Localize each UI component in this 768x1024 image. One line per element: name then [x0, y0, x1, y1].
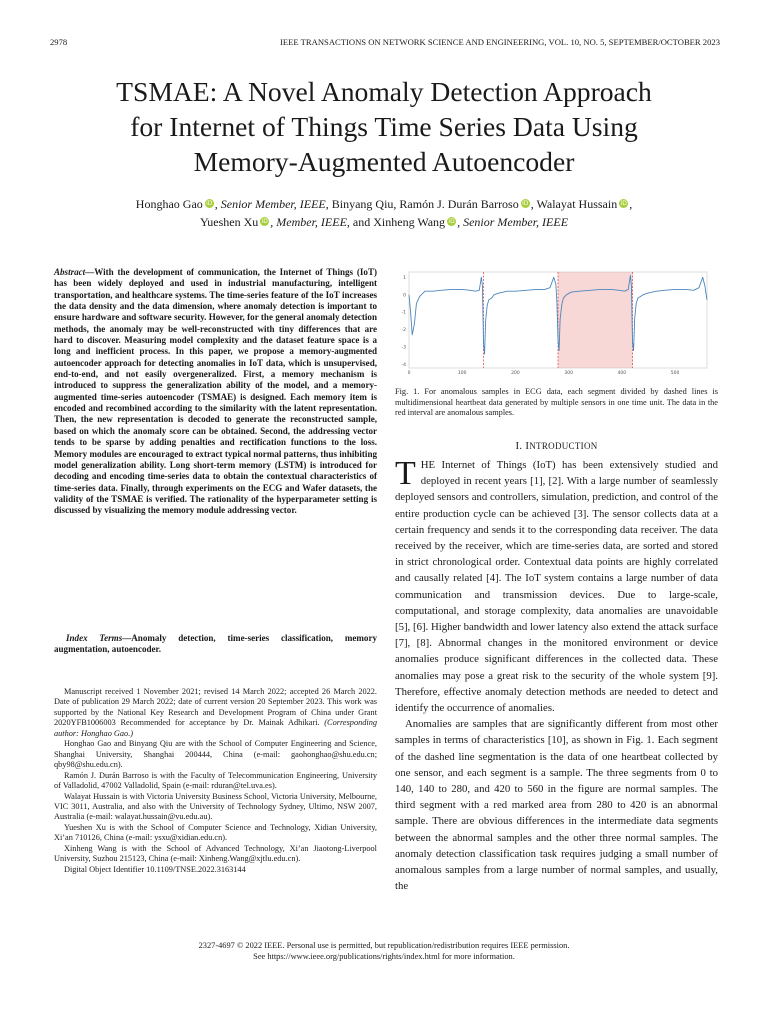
x-tick-label: 200 — [511, 371, 520, 376]
y-tick-label: 1 — [403, 275, 406, 281]
author-name: , and Xinheng Wang — [346, 214, 446, 229]
index-terms — [54, 633, 377, 656]
footnote-affiliation: Yueshen Xu is with the School of Computer Science and Technology, Xidian University, Xi’an 710126, China (e-mail: ysxu@xidian.edu.cn). — [54, 822, 377, 843]
index-terms-text: Anomaly detection, time-series classification, memory augmentation, autoencoder. — [54, 633, 377, 655]
copyright-line-1: 2327-4697 © 2022 IEEE. Personal use is permitted, but republication/redistribution requires IEEE permission. — [198, 941, 570, 950]
section-title-initial: I — [525, 440, 530, 452]
author-name: Yueshen Xu — [199, 214, 259, 229]
x-tick-label: 0 — [407, 371, 411, 376]
y-tick-label: -3 — [401, 345, 406, 351]
paper-title — [50, 74, 718, 179]
footnote-doi: Digital Object Identifier 10.1109/TNSE.2022.3163144 — [64, 864, 246, 874]
section-title-rest: NTRODUCTION — [529, 441, 598, 451]
orcid-icon[interactable]: iD — [448, 217, 455, 225]
y-tick-label: -2 — [401, 328, 406, 334]
index-terms-label: Index Terms — [66, 633, 123, 643]
author-name: , Walayat Hussain — [530, 197, 618, 211]
y-tick-label: -1 — [401, 310, 406, 316]
title-line-1: TSMAE: A Novel Anomaly Detection Approach — [116, 76, 652, 107]
abstract — [54, 267, 377, 517]
author-line-1 — [40, 196, 728, 214]
abstract-label: Abstract — [54, 267, 86, 277]
intro-paragraph-1 — [395, 457, 718, 716]
introduction-body — [395, 457, 718, 894]
copyright-notice — [50, 940, 718, 962]
section-heading — [395, 440, 718, 452]
anomaly-interval — [558, 272, 633, 368]
author-membership: , Senior Member, IEEE — [457, 214, 569, 229]
intro-paragraph-1-text: HE Internet of Things (IoT) has been extensively studied and deployed in recent years [1], [2]. With a large number of seamlessly deployed sensors and controllers, simulation, prediction, and control of the entire production cycle can be achieved [3]. The sensor collects data at a certain frequency and sends it to the corresponding data receiver. The data received by the receiver, which are time-series data, are sorted and stored in strict chronological order. Contextual data points are highly correlated and causally related [4]. The IoT system contains a large number of data communication and transmission devices. Due to large-scale, computational, and storage complexity, data anomalies are unavoidable [5], [6]. Higher bandwidth and lower latency also extend the attack surface [7], [8]. Abnormal changes in the monitored environment or device anomalies produce significant differences in the collected data. These anomalies may pose a great risk to the security of the whole system [9]. Therefore, effective anomaly detection methods are needed to detect and identify the occurrence of anomalies. — [395, 459, 718, 715]
footnote-corresponding: (Corresponding author: Honghao Gao.) — [54, 718, 377, 738]
page-number: 2978 — [50, 37, 68, 47]
orcid-icon[interactable]: iD — [261, 217, 268, 225]
footnote-affiliation: Ramón J. Durán Barroso is with the Faculty of Telecommunication Engineering, University of Valladolid, 47002 Valladolid, Spain (e-mail: rduran@tel.uva.es). — [54, 770, 377, 791]
index-terms-dash: — — [122, 633, 132, 643]
ecg-chart — [395, 268, 713, 378]
title-line-2: for Internet of Things Time Series Data Using — [130, 111, 638, 142]
drop-cap: T — [395, 455, 416, 492]
author-line-2 — [40, 214, 728, 232]
footnote-affiliation: Xinheng Wang is with the School of Advanced Technology, Xi’an Jiaotong-Liverpool University, Suzhou 215123, China (e-mail: Xinheng.Wang@xjtlu.edu.cn). — [54, 843, 377, 864]
footnote-affiliation: Honghao Gao and Binyang Qiu are with the School of Computer Engineering and Science, Shanghai University, Shanghai 200444, China (e-mail: gaohonghao@shu.edu.cn; qby98@shu.edu.cn). — [54, 739, 377, 770]
abstract-dash: — — [85, 267, 95, 277]
author-names: , Binyang Qiu, Ramón J. Durán Barroso — [325, 197, 519, 211]
orcid-icon[interactable]: iD — [206, 200, 213, 207]
orcid-icon[interactable]: iD — [522, 200, 529, 207]
x-tick-label: 400 — [617, 371, 627, 376]
author-name: Honghao Gao — [135, 197, 203, 211]
figure-1 — [395, 268, 713, 378]
intro-paragraph-2: Anomalies are samples that are significantly different from most other samples in terms of characteristics [10], as shown in Fig. 1. Each segment of the dashed line segmentation is the data of one heartbeat collected by one sensor, and each segment is a sample. The three segments from 0 to 140, 140 to 280, and 420 to 560 in the figure are normal samples. The third segment with a red marked area from 280 to 420 is an abnormal sample. There are obvious differences in the intermediate data segments between the abnormal samples and the other three normal samples. The anomaly detection classification task requires judging a small number of anomalous samples from a large number of normal samples, and usually, the — [395, 718, 718, 893]
section-numeral: I. — [515, 440, 526, 452]
author-membership: , Member, IEEE — [270, 214, 347, 229]
x-tick-label: 500 — [670, 371, 680, 376]
journal-name: IEEE TRANSACTIONS ON NETWORK SCIENCE AND ENGINEERING, VOL. 10, NO. 5, SEPTEMBER/OCTOBER 2023 — [280, 37, 720, 47]
orcid-icon[interactable]: iD — [620, 200, 627, 207]
y-tick-label: -4 — [401, 363, 406, 369]
title-line-3: Memory-Augmented Autoencoder — [193, 146, 575, 177]
footnote-affiliation: Walayat Hussain is with Victoria University Business School, Victoria University, Melbourne, VIC 3011, Australia, and also with the University of Technology Sydney, Ultimo, NSW 2007, Australia (e-mail: walayat.hussain@vu.edu.au). — [54, 791, 377, 822]
running-header — [50, 37, 720, 51]
footnotes — [54, 687, 377, 875]
figure-1-caption: Fig. 1. For anomalous samples in ECG data, each segment divided by dashed lines is multidimensional heartbeat data generated by multiple sensors in one time unit. The data in the red interval are anomalous samples. — [395, 387, 718, 418]
footnote-manuscript-text: Manuscript received 1 November 2021; revised 14 March 2022; accepted 26 March 2022. Date of publication 29 March 2022; date of current version 20 September 2023. This work was supported by the National Key Research and Development Program of China under Grant 2020YFB1006003 Recommended for acceptance by Dr. Mainak Adhikari. — [54, 687, 377, 728]
author-separator: , — [629, 197, 633, 211]
copyright-line-2: See https://www.ieee.org/publications/rights/index.html for more information. — [253, 952, 515, 961]
author-membership: , Senior Member, IEEE — [214, 197, 326, 211]
footnote-manuscript — [54, 687, 377, 739]
abstract-text: With the development of communication, the Internet of Things (IoT) has been widely deployed and used in industrial manufacturing, intelligent transportation, and healthcare systems. The time-series feature of the IoT increases the data density and the data dimension, where anomaly detection is important to ensure hardware and software security. However, for the general anomaly detection methods, the anomaly may be well-reconstructed with tiny differences that are hard to discover. Measuring model complexity and the dataset feature space is a long and inefficient process. In this paper, we propose a memory-augmented autoencoder approach for detecting anomalies in IoT data, which is unsupervised, end-to-end, and not easily overgeneralized. First, a memory mechanism is introduced to suppress the generalization ability of the model, and a memory-augmented time-series autoencoder (TSMAE) is designed. Each memory item is encoded and recombined according to the similarity with the latent representation. Then, the new representation is decoded to generate the reconstructed sample, based on which the anomaly score can be obtained. Second, the addressing vector tends to be sparse by adding penalties and rectification functions to the loss. Memory modules are encouraged to extract typical normal patterns, thus inhibiting model generalization ability. Long short-term memory (LSTM) is introduced for decoding and encoding time-series data to obtain the contextual characteristics of time-series data. Finally, through experiments on the ECG and Wafer datasets, the validity of the TSMAE is verified. The rationality of the hyperparameter setting is discussed by visualizing the memory module addressing vector. — [54, 267, 377, 516]
x-tick-label: 300 — [564, 371, 573, 376]
x-tick-label: 100 — [457, 371, 467, 376]
y-tick-label: 0 — [403, 293, 406, 299]
author-list — [40, 196, 728, 231]
